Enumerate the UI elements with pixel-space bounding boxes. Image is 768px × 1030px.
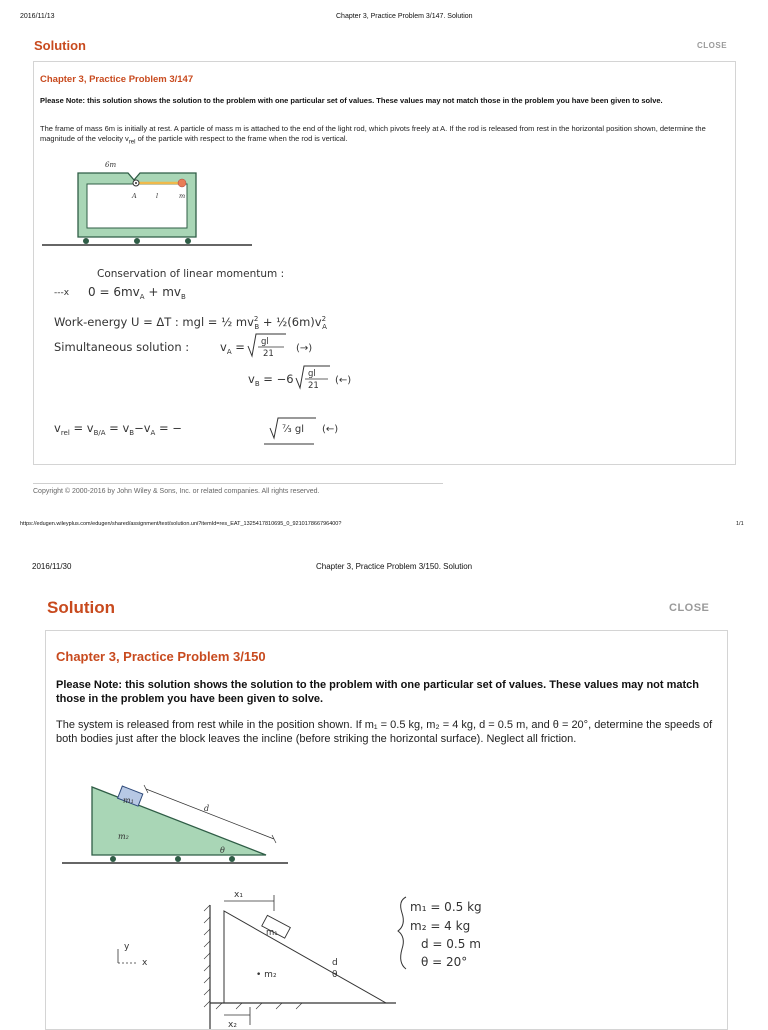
work-line-2-prefix: ---x [54,288,70,298]
frame-mass-label: 6m [105,161,117,169]
svg-text:(←): (←) [335,375,352,386]
svg-text:gl: gl [261,337,269,347]
print-title: Chapter 3, Practice Problem 3/147. Solution [336,13,473,20]
wheel [110,856,116,862]
statement-part-b: of the particle with respect to the frame when the rod is vertical. [135,134,348,143]
m2-label: m₂ [118,832,129,841]
given-m1: m₁ = 0.5 kg [410,900,482,914]
work-line-2: $0 = 6mv_A + mv_B$ [88,285,186,301]
sketch-x2: x₂ [228,1020,237,1030]
sketch-m1: m₁ [266,928,278,938]
wheel [175,856,181,862]
m1-label: m₁ [123,796,134,805]
d-label: d [204,804,210,813]
solution-panel [45,630,728,1030]
wheel [83,238,89,244]
statement-part-a: The frame of mass 6m is initially at rest. A particle of mass m is attached to the end of the light rod, which pivots freely at A. If the rod is released from rest in the horizontal position shown, determine the magnitude of the velocity v [40,124,706,143]
svg-text:21: 21 [263,349,274,359]
frame-window [87,184,187,228]
given-theta: θ = 20° [421,955,468,969]
handwritten-solution [42,258,382,458]
problem-title: Chapter 3, Practice Problem 3/147 [40,74,194,85]
print-url: https://edugen.wileyplus.com/edugen/shared/assignment/test/solution.uni?itemId=res_EAT_1325417810695_0_921017866796400? [20,521,342,527]
problem-statement: The system is released from rest while in the position shown. If m₁ = 0.5 kg, m₂ = 4 kg, d = 0.5 m, and θ = 20°, determine the speeds of both bodies just after the block leaves the incline (before striking the horizontal surface). Neglect all friction. [56,719,713,745]
solution-heading: Solution [34,38,86,53]
work-line-4: Simultaneous solution : [54,340,190,354]
sketch-m2: • m₂ [256,970,277,980]
axis-y-label: y [124,942,130,952]
svg-text:(→): (→) [296,343,313,354]
note-text: Please Note: this solution shows the solution to the problem with one particular set of values. These values may not match those in the problem you have been given to solve. [56,679,700,705]
page-2 [0,548,768,1030]
given-brace [398,897,406,969]
particle [178,179,186,187]
print-title: Chapter 3, Practice Problem 3/150. Solution [316,562,473,571]
copyright-text: Copyright © 2000-2016 by John Wiley & Sons, Inc. or related companies. All rights reserved. [33,488,320,495]
svg-text:21: 21 [308,381,319,391]
note-text: Please Note: this solution shows the solution to the problem with one particular set of values. These values may not match those in the problem you have been given to solve. [40,96,663,105]
given-m2: m₂ = 4 kg [410,919,471,933]
problem-statement [40,124,730,148]
sketch-d: d [332,958,338,968]
sketch-incline [224,911,386,1003]
print-date: 2016/11/13 [20,13,55,20]
rod-label: l [156,192,159,200]
particle-label: m [179,192,186,200]
sketch-theta: θ [332,970,338,980]
work-line-3: Work-energy U = ΔT : mgl = ½ $mv^2$ $B + \frac{1}{2}(6m)v^2$ A [54,315,327,331]
incline-figure [56,775,316,873]
pivot-label: A [132,192,137,200]
print-page-number: 1/1 [736,521,744,527]
svg-text:⁷⁄₃ gl: ⁷⁄₃ gl [282,424,304,435]
svg-text:(←): (←) [322,424,339,435]
given-d: d = 0.5 m [421,937,481,951]
handwritten-sketch [106,891,526,1029]
print-date: 2016/11/30 [32,562,72,571]
divider [33,483,443,484]
wheel [229,856,235,862]
wheel [134,238,140,244]
svg-text:gl: gl [308,369,316,379]
close-button[interactable]: CLOSE [697,41,728,50]
work-line-1: Conservation of linear momentum : [97,268,285,280]
work-line-5: $v_B = -6$ [248,372,294,388]
work-line-6: $v_{rel} = v_{B/A} = v_B-v_A$ = − [54,421,182,437]
theta-label: θ [220,846,225,855]
sketch-x1: x₁ [234,890,243,900]
close-button[interactable]: CLOSE [669,602,710,614]
problem-title: Chapter 3, Practice Problem 3/150 [56,649,266,664]
solution-panel [33,61,736,465]
wheel [185,238,191,244]
statement-subscript: rel [128,139,136,146]
frame-figure [42,156,262,252]
axis-x-label: x [142,958,148,968]
solution-heading: Solution [47,598,115,617]
work-line-4-rhs: $v_A$ = [220,340,245,356]
